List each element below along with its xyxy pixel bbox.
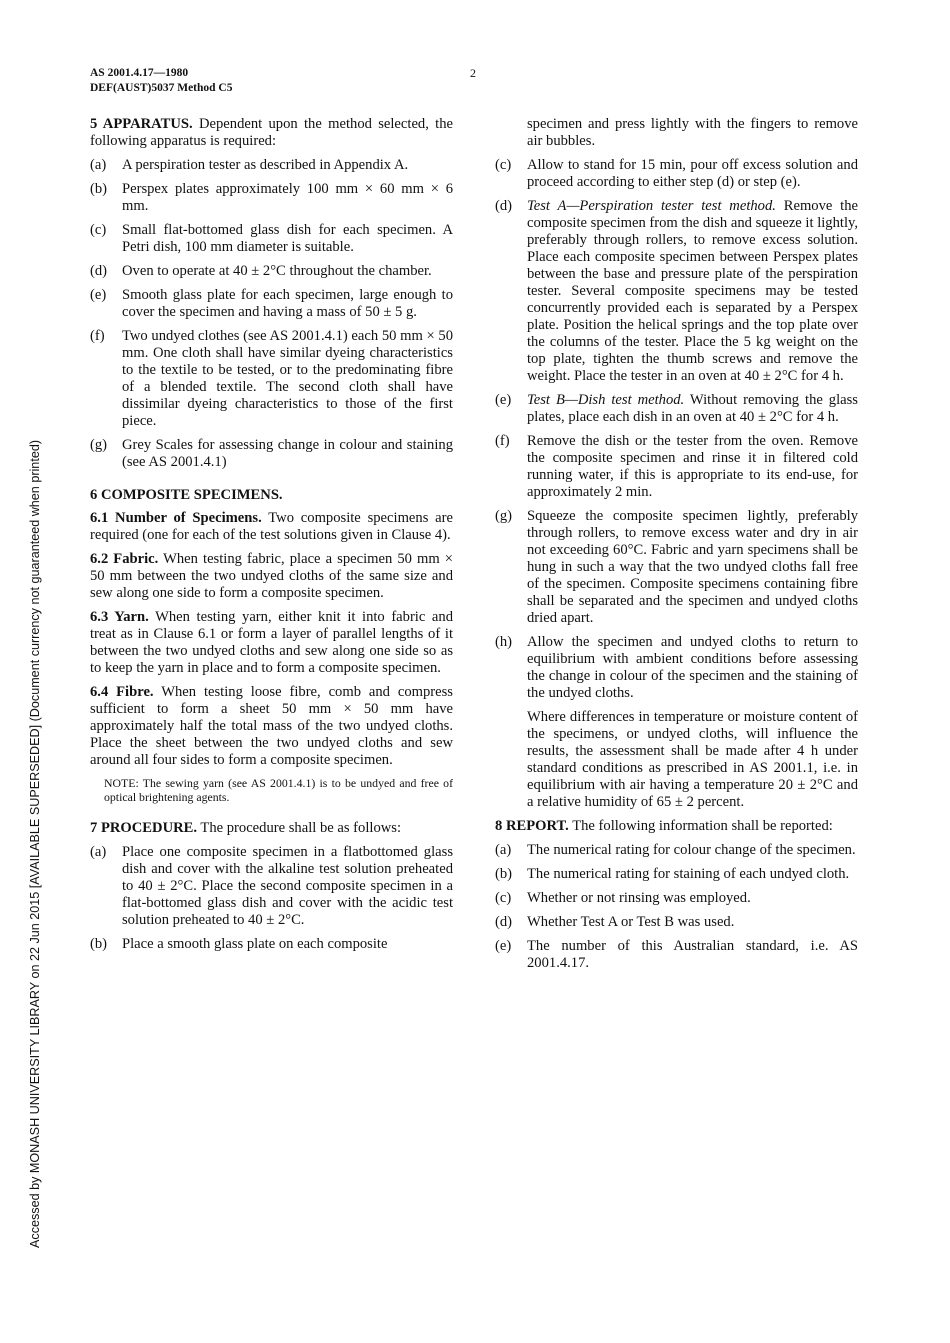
report-list: [495, 842, 858, 972]
header-standard-number: AS 2001.4.17—1980: [90, 67, 189, 79]
right-column: [495, 116, 858, 979]
section-6-heading: 6 COMPOSITE SPECIMENS.: [90, 487, 283, 503]
clause-6-1: 6.1 Number of Specimens. Two composite specimens are required (one for each of the test solutions given in Clause 4).: [90, 510, 453, 543]
list-item: (a) A perspiration tester as described in Appendix A.: [90, 157, 409, 173]
list-item: (c) Small flat-bottomed glass dish for each specimen. A Petri dish, 100 mm diameter is suitable.: [90, 222, 453, 255]
list-item: (e) Test B—Dish test method. Without removing the glass plates, place each dish in an oven at 40 ± 2°C for 4 h.: [495, 392, 858, 425]
access-watermark: Accessed by MONASH UNIVERSITY LIBRARY on 22 Jun 2015 [AVAILABLE SUPERSEDED] (Document currency not guaranteed when printed): [28, 439, 42, 1248]
list-item: (e) The number of this Australian standard, i.e. AS 2001.4.17.: [495, 938, 858, 971]
section-7-intro: 7 PROCEDURE. The procedure shall be as follows:: [90, 820, 402, 836]
clause-6-4: 6.4 Fibre. When testing loose fibre, comb and compress sufficient to form a sheet 50 mm × 50 mm have approximately half the total mass of the two undyed cloths. Place the sheet between the two undyed cloths and sew around all four sides to form a composite specimen.: [90, 684, 453, 768]
test-a-title: Test A—Perspiration tester test method.: [527, 198, 776, 214]
document-header: [90, 66, 232, 96]
procedure-b-continued: specimen and press lightly with the fingers to remove air bubbles.: [527, 116, 858, 149]
list-item: (b) Place a smooth glass plate on each composite: [90, 936, 388, 952]
test-b-title: Test B—Dish test method.: [527, 392, 685, 408]
list-item: (d) Test A—Perspiration tester test method. Remove the composite specimen from the dish and squeeze it lightly, preferably through rollers, to remove excess solution. Place each composite specimen between Perspex plates between the base and pressure plate of the perspiration tester. Several composite specimens may be tested concurrently provided each is separated by a Perspex plate. Position the helical springs and the top plate over the columns of the tester. Place the 5 kg weight on the top plate, tighten the thumb screws and remove the weight. Place the tester in an oven at 40 ± 2°C for 4 h.: [495, 198, 858, 384]
clause-6-2: 6.2 Fabric. When testing fabric, place a specimen 50 mm × 50 mm between the two undyed cloths of the same size and sew along one side to form a composite specimen.: [90, 551, 453, 601]
section-5-intro: 5 APPARATUS. Dependent upon the method selected, the following apparatus is required:: [90, 116, 454, 149]
list-item: (g) Grey Scales for assessing change in colour and staining (see AS 2001.4.1): [90, 437, 453, 470]
list-item: (b) The numerical rating for staining of each undyed cloth.: [495, 866, 850, 882]
left-column: [90, 116, 453, 960]
section-5-heading: 5 APPARATUS.: [90, 116, 193, 132]
list-item: (d) Whether Test A or Test B was used.: [495, 914, 735, 930]
sewing-yarn-note: NOTE: The sewing yarn (see AS 2001.4.1) is to be undyed and free of optical brightening agents.: [104, 776, 453, 804]
list-item: (g) Squeeze the composite specimen lightly, preferably through rollers, to remove excess water and dry in air not exceeding 60°C. Fabric and yarn specimens shall be hung in such a way that the two undyed cloths fall free of the specimen. Composite specimens containing fibre shall be separated and the specimen and undyed cloths dried apart.: [495, 508, 858, 626]
page-number: 2: [470, 66, 476, 80]
list-item: (f) Two undyed clothes (see AS 2001.4.1) each 50 mm × 50 mm. One cloth shall have similar dyeing characteristics to the textile to be tested, or to the predominating fibre of a blended textile. The second cloth shall have dissimilar dyeing characteristics to those of the first piece.: [90, 328, 453, 429]
list-item: (a) The numerical rating for colour change of the specimen.: [495, 842, 856, 858]
apparatus-list: [90, 157, 453, 471]
section-8-intro: 8 REPORT. The following information shall be reported:: [495, 818, 833, 834]
section-8-heading: 8 REPORT.: [495, 818, 569, 834]
list-item: (d) Oven to operate at 40 ± 2°C throughout the chamber.: [90, 263, 432, 279]
list-item: (f) Remove the dish or the tester from the oven. Remove the composite specimen and rinse it in filtered cold running water, if this is appropriate to its end-use, for approximately 2 min.: [495, 433, 858, 500]
list-item: (e) Smooth glass plate for each specimen, large enough to cover the specimen and having a mass of 50 ± 5 g.: [90, 287, 453, 320]
section-7-heading: 7 PROCEDURE.: [90, 820, 198, 836]
procedure-h-continued: Where differences in temperature or moisture content of the specimens, or undyed cloths, will influence the results, the assessment shall be made after 4 h under standard conditions as prescribed in AS 2001.1, i.e. in equilibrium with air having a temperature 20 ± 2°C and a relative humidity of 65 ± 2 percent.: [527, 709, 858, 810]
clause-6-3: 6.3 Yarn. When testing yarn, either knit it into fabric and treat as in Clause 6.1 or form a layer of parallel lengths of it between the two undyed cloths and sew along one side so as to keep the yarn in place and to form a composite specimen.: [90, 609, 454, 676]
list-item: (a) Place one composite specimen in a flatbottomed glass dish and cover with the alkaline test solution preheated to 40 ± 2°C. Place the second composite specimen in a flat-bottomed glass dish and cover with the acidic test solution preheated to 40 ± 2°C.: [90, 844, 453, 928]
list-item: (h) Allow the specimen and undyed cloths to return to equilibrium with ambient conditions before assessing the change in colour of the specimen and the staining of the undyed cloths.: [495, 634, 858, 701]
header-method-number: DEF(AUST)5037 Method C5: [90, 82, 233, 94]
list-item: (c) Allow to stand for 15 min, pour off excess solution and proceed according to either step (d) or step (e).: [495, 157, 858, 190]
list-item: (b) Perspex plates approximately 100 mm × 60 mm × 6 mm.: [90, 181, 453, 214]
list-item: (c) Whether or not rinsing was employed.: [495, 890, 751, 906]
